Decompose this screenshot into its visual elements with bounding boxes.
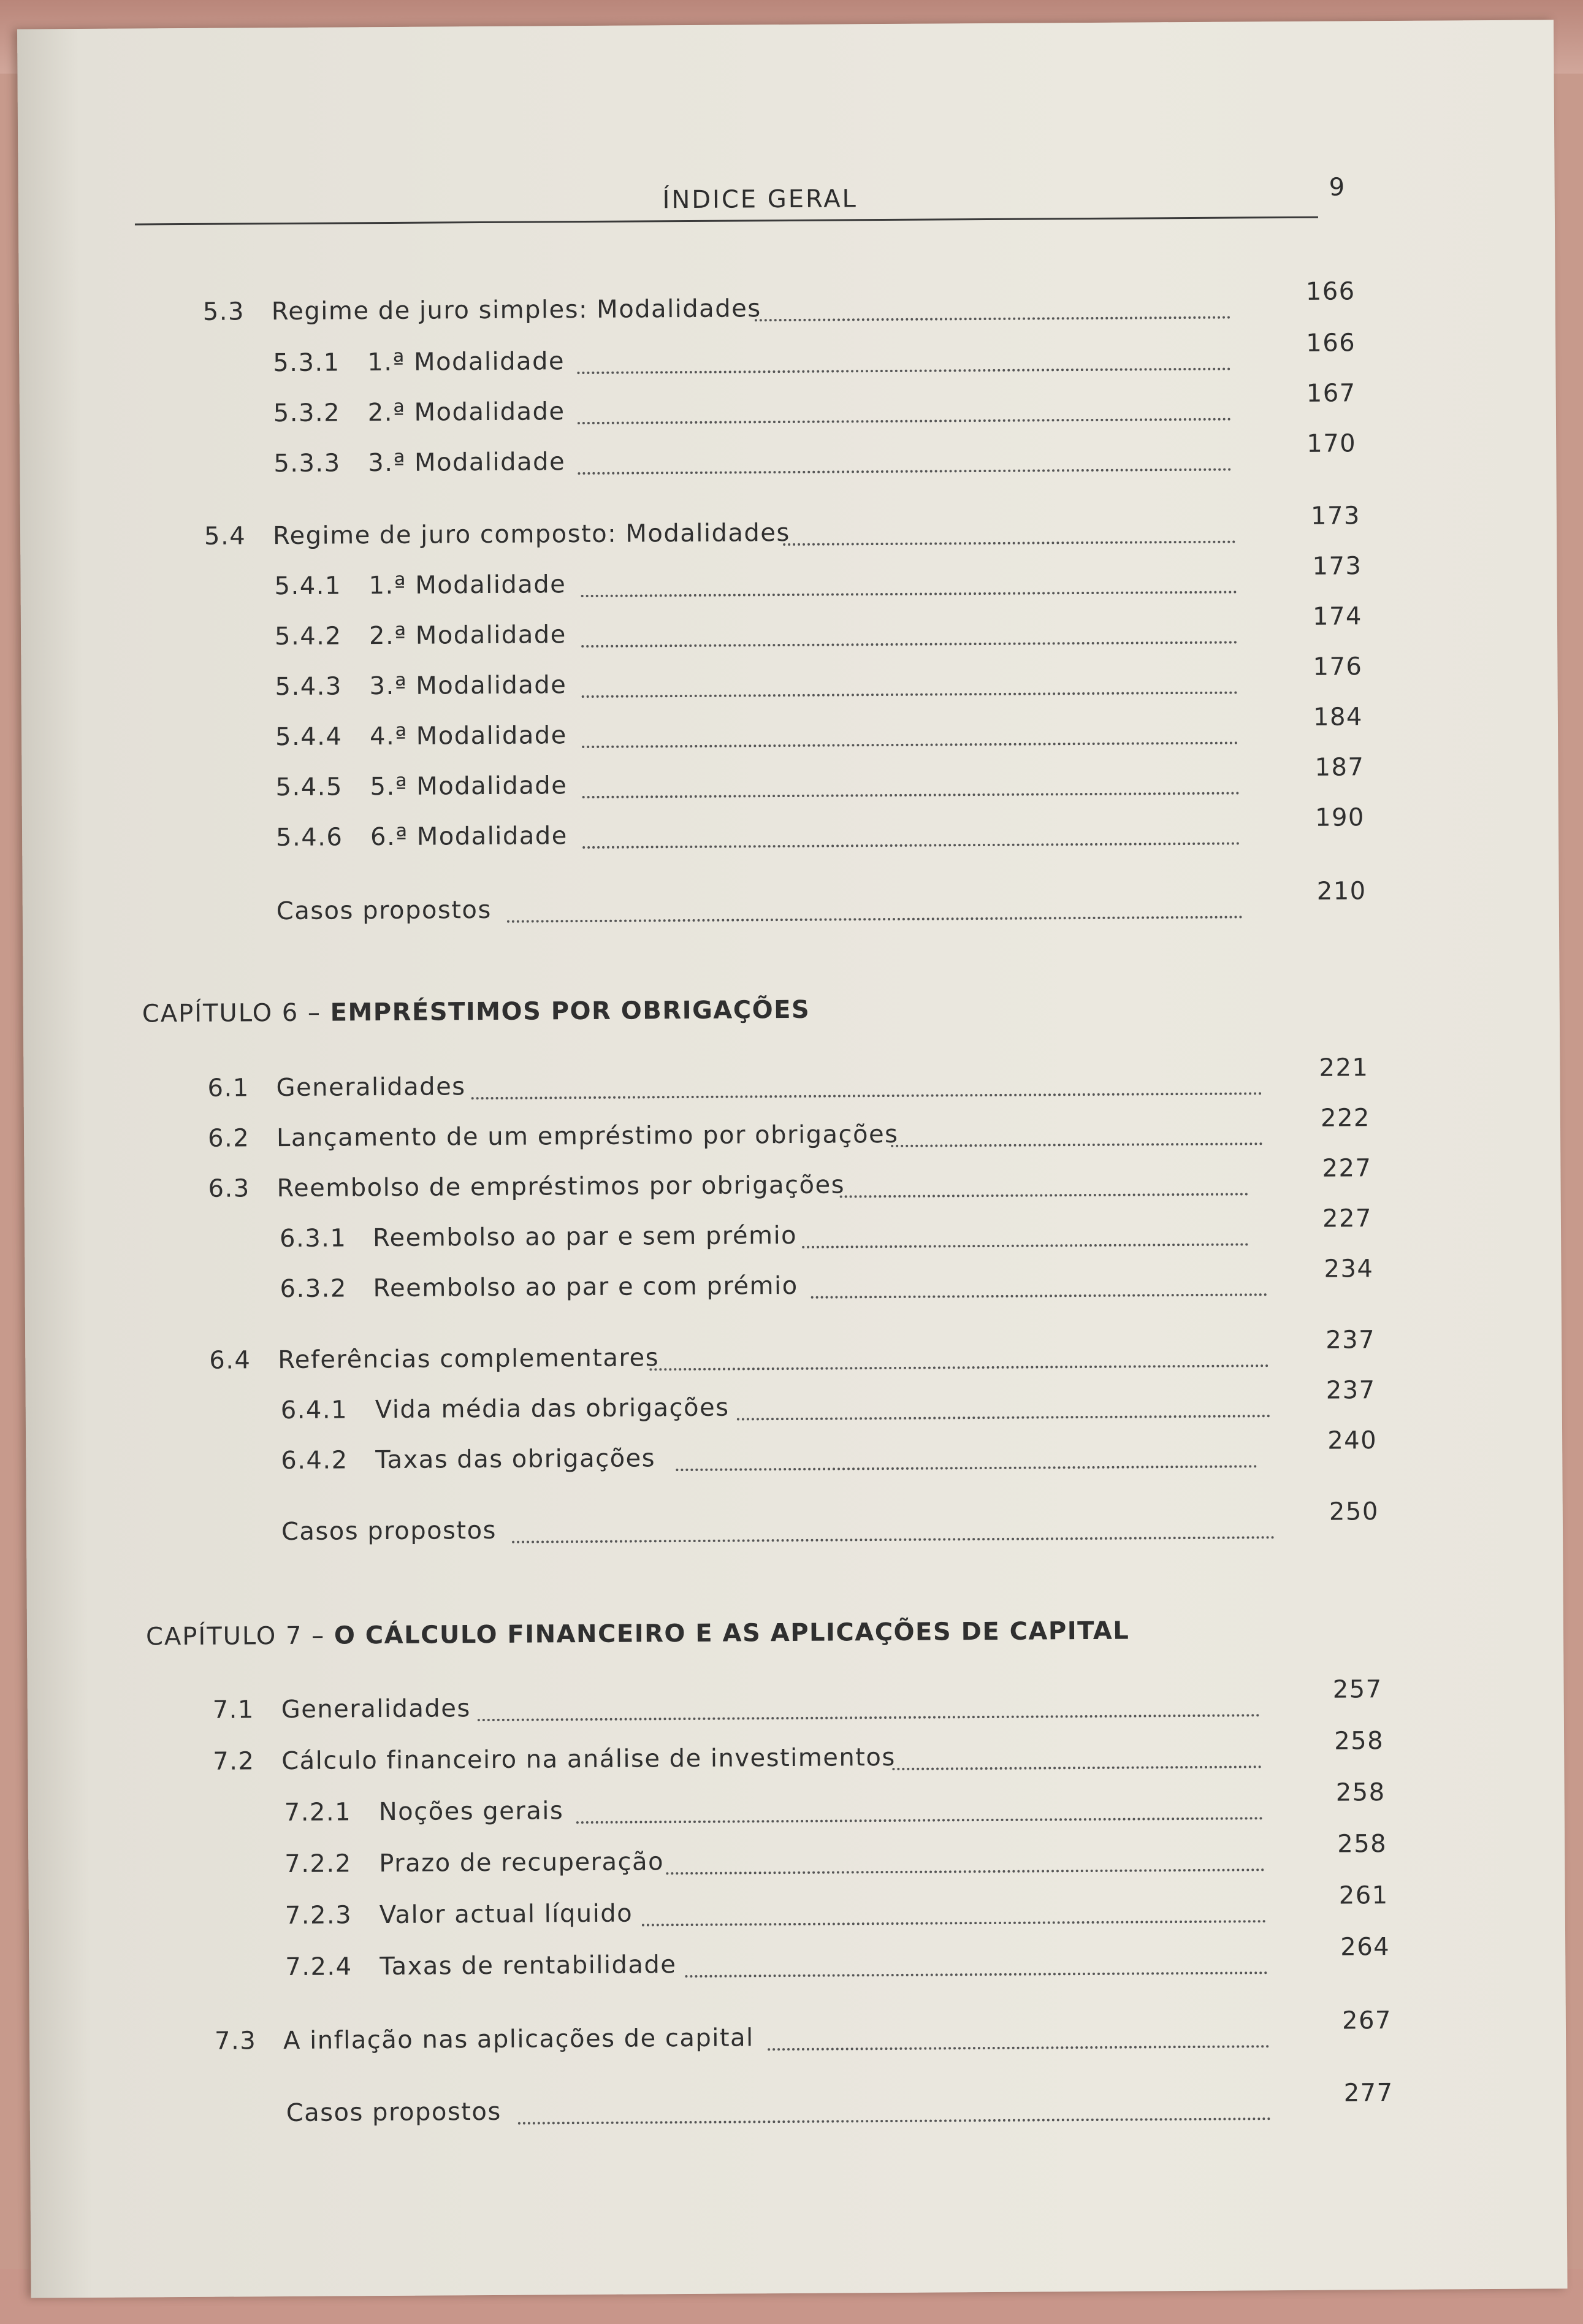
chapter-6-heading[interactable]: [142, 996, 811, 1028]
toc-number: 6.1: [207, 1074, 250, 1103]
toc-entry-casos-6[interactable]: [26, 1497, 1563, 1556]
toc-number: 7.2.3: [284, 1901, 353, 1930]
toc-number: 6.2: [207, 1124, 250, 1153]
toc-number: 6.4.2: [281, 1446, 348, 1475]
dot-leader: [582, 792, 1240, 798]
dot-leader: [582, 692, 1238, 698]
toc-page: 167: [1306, 379, 1356, 408]
toc-page: 166: [1306, 329, 1356, 357]
toc-title: A inflação nas aplicações de capital: [283, 2024, 754, 2055]
toc-title: 6.ª Modalidade: [370, 822, 568, 852]
dot-leader: [578, 418, 1231, 425]
dot-leader: [802, 1243, 1248, 1248]
toc-page: 267: [1341, 2006, 1392, 2035]
toc-page: 264: [1340, 1933, 1390, 1962]
toc-page: 170: [1306, 429, 1357, 458]
dot-leader: [577, 368, 1230, 375]
toc-page: 210: [1316, 877, 1367, 906]
toc-number: 5.3.1: [273, 348, 340, 378]
toc-page: 277: [1343, 2079, 1394, 2108]
toc-entry-6-4-2[interactable]: [26, 1426, 1562, 1485]
toc-page: 257: [1332, 1675, 1383, 1704]
page-number: 9: [1329, 173, 1345, 202]
toc-page: 258: [1337, 1830, 1387, 1859]
toc-entry-5-4-6[interactable]: [22, 803, 1558, 862]
dot-leader: [811, 1293, 1267, 1299]
toc-title: 3.ª Modalidade: [368, 448, 566, 478]
toc-number: 6.3.2: [280, 1274, 348, 1304]
dot-leader: [737, 1415, 1270, 1420]
toc-title: Lançamento de um empréstimo por obrigações: [276, 1120, 899, 1153]
dot-leader: [840, 1193, 1248, 1198]
chapter-prefix: CAPÍTULO 6 –: [142, 998, 330, 1028]
toc-page: 166: [1305, 277, 1356, 306]
dot-leader: [755, 316, 1230, 322]
dot-leader: [768, 2045, 1269, 2051]
page-title: ÍNDICE GERAL: [662, 185, 858, 215]
toc-page: 258: [1334, 1727, 1384, 1756]
toc-entry-casos-5[interactable]: [23, 877, 1559, 935]
toc-title: 1.ª Modalidade: [367, 347, 565, 377]
toc-entry-5-3-3[interactable]: [20, 429, 1556, 487]
toc-number: 5.3: [202, 297, 245, 326]
toc-title: 1.ª Modalidade: [368, 570, 566, 600]
toc-title: Valor actual líquido: [379, 1899, 633, 1930]
toc-page: 258: [1335, 1778, 1386, 1807]
toc-page: 222: [1320, 1104, 1371, 1133]
toc-title: 2.ª Modalidade: [368, 621, 566, 651]
toc-page: 187: [1314, 753, 1365, 782]
toc-title: 3.ª Modalidade: [369, 671, 567, 701]
toc-title: Regime de juro composto: Modalidades: [272, 518, 790, 551]
toc-number: 7.2.1: [284, 1798, 352, 1827]
dot-leader: [507, 915, 1243, 922]
toc-entry-6-3-2[interactable]: [25, 1255, 1561, 1313]
toc-entry-casos-7[interactable]: [30, 2079, 1566, 2137]
toc-number: 7.2.2: [284, 1849, 352, 1879]
toc-number: 6.3: [208, 1174, 250, 1203]
toc-title: Noções gerais: [378, 1797, 564, 1827]
toc-number: 7.1: [212, 1695, 255, 1724]
toc-title: Vida média das obrigações: [375, 1393, 730, 1424]
toc-title: 4.ª Modalidade: [369, 721, 567, 751]
dot-leader: [578, 468, 1231, 475]
toc-page: 234: [1324, 1255, 1374, 1283]
dot-leader: [666, 1868, 1264, 1875]
toc-title: 2.ª Modalidade: [367, 397, 565, 427]
toc-page: 237: [1326, 1376, 1376, 1405]
toc-number: 5.4.4: [275, 722, 343, 752]
dot-leader: [582, 742, 1238, 749]
toc-page: 227: [1322, 1204, 1373, 1233]
dot-leader: [581, 591, 1237, 598]
toc-page: 227: [1322, 1154, 1372, 1183]
toc-page: 240: [1327, 1426, 1378, 1455]
dot-leader: [685, 1971, 1267, 1978]
toc-page: 221: [1319, 1053, 1369, 1082]
book-page: [17, 20, 1568, 2298]
chapter-7-heading[interactable]: [146, 1617, 1129, 1651]
toc-number: 5.4.2: [274, 622, 342, 651]
toc-number: 5.4.5: [275, 773, 343, 802]
header-rule: [135, 216, 1318, 226]
toc-page: 173: [1310, 502, 1361, 530]
toc-page: 174: [1312, 602, 1363, 631]
toc-number: 5.4.3: [275, 672, 343, 701]
toc-page: 190: [1314, 803, 1365, 832]
toc-number: 5.4.6: [275, 823, 343, 852]
toc-title: Prazo de recuperação: [379, 1848, 665, 1878]
toc-page: 261: [1338, 1881, 1389, 1910]
toc-title: 5.ª Modalidade: [370, 771, 568, 801]
toc-page: 176: [1313, 652, 1363, 681]
dot-leader: [518, 2117, 1271, 2125]
toc-title: Referências complementares: [278, 1344, 660, 1375]
toc-title: Taxas de rentabilidade: [380, 1951, 677, 1981]
chapter-prefix: CAPÍTULO 7 –: [145, 1621, 335, 1651]
toc-title: Generalidades: [276, 1072, 466, 1103]
dot-leader: [649, 1364, 1268, 1370]
dot-leader: [581, 641, 1237, 648]
chapter-title: O CÁLCULO FINANCEIRO E AS APLICAÇÕES DE CAPITAL: [334, 1616, 1130, 1650]
toc-number: 7.2: [213, 1747, 255, 1776]
toc-number: 5.3.2: [273, 399, 341, 428]
toc-number: 6.3.1: [279, 1224, 347, 1253]
toc-title: Reembolso de empréstimos por obrigações: [277, 1171, 845, 1203]
toc-number: 7.2.4: [285, 1952, 353, 1982]
toc-page: 184: [1313, 703, 1364, 732]
dot-leader: [891, 1142, 1262, 1147]
dot-leader: [642, 1920, 1266, 1926]
dot-leader: [471, 1092, 1262, 1099]
toc-title: Casos propostos: [286, 2097, 502, 2128]
dot-leader: [478, 1714, 1260, 1721]
toc-title: Casos propostos: [281, 1516, 497, 1546]
toc-title: Generalidades: [281, 1694, 471, 1724]
toc-number: 5.3.3: [273, 449, 341, 478]
toc-number: 5.4: [204, 522, 246, 551]
toc-entry-7-2-4[interactable]: [29, 1933, 1565, 1991]
dot-leader: [892, 1765, 1261, 1770]
dot-leader: [783, 541, 1235, 546]
chapter-title: EMPRÉSTIMOS POR OBRIGAÇÕES: [330, 995, 811, 1027]
toc-title: Taxas das obrigações: [375, 1444, 656, 1475]
toc-title: Reembolso ao par e com prémio: [373, 1271, 798, 1303]
dot-leader: [582, 842, 1240, 849]
toc-title: Casos propostos: [276, 895, 492, 926]
dot-leader: [512, 1536, 1275, 1543]
toc-number: 6.4: [209, 1346, 251, 1375]
toc-number: 5.4.1: [274, 571, 342, 601]
toc-entry-7-3[interactable]: [29, 2006, 1566, 2065]
dot-leader: [576, 1817, 1263, 1824]
toc-number: 7.3: [214, 2027, 257, 2055]
toc-title: Regime de juro simples: Modalidades: [271, 294, 761, 326]
toc-title: Cálculo financeiro na análise de investimentos: [281, 1743, 896, 1776]
toc-page: 237: [1326, 1326, 1376, 1355]
toc-page: 173: [1312, 552, 1362, 581]
toc-number: 6.4.1: [280, 1396, 348, 1425]
toc-page: 250: [1329, 1497, 1379, 1526]
dot-leader: [676, 1465, 1257, 1471]
toc-title: Reembolso ao par e sem prémio: [372, 1221, 798, 1253]
